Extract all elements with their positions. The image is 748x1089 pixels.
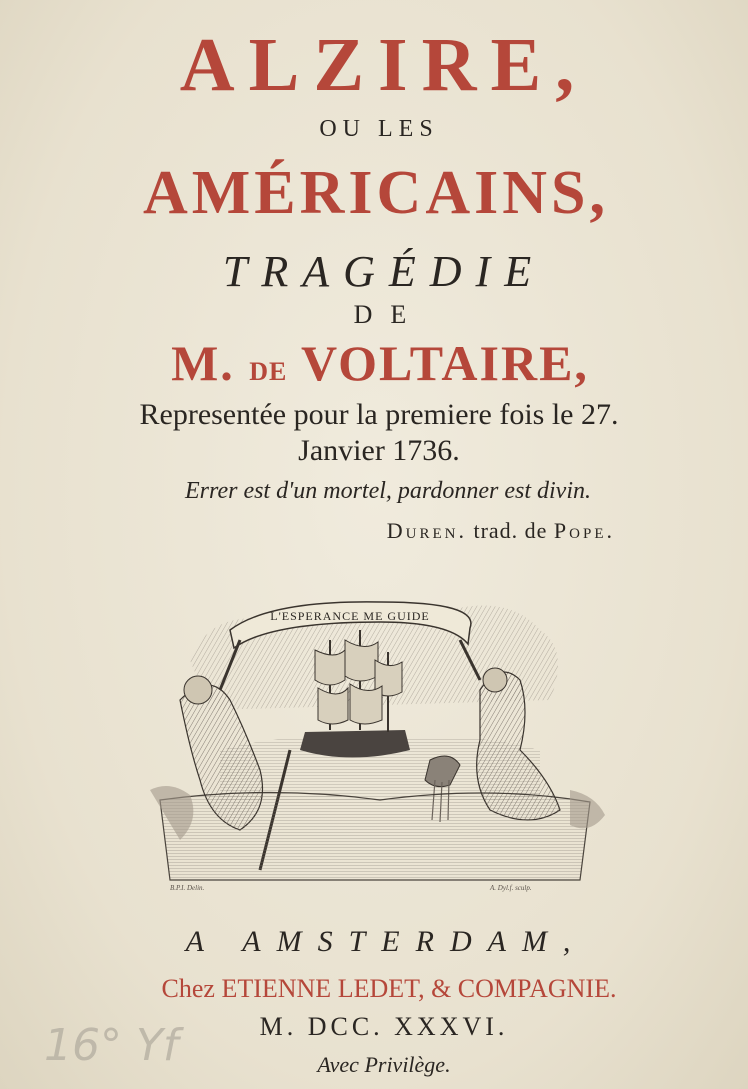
engraved-vignette (150, 580, 610, 900)
imprint-year: M. DCC. XXXVI. (259, 1012, 509, 1041)
play-subtitle: AMÉRICAINS, (143, 159, 609, 227)
imprint-city: A AMSTERDAM, (185, 925, 587, 958)
author-name: VOLTAIRE, (301, 335, 589, 391)
author-de: DE (249, 357, 288, 386)
signature-right: A. Dyl.f. sculp. (490, 884, 532, 892)
signature-left: B.P.I. Delin. (170, 884, 205, 892)
performance-line-1: Representée pour la premiere fois le 27. (139, 398, 619, 431)
attribution-name: Duren. (386, 518, 467, 543)
author-line (0, 334, 748, 392)
epigraph: Errer est d'un mortel, pardonner est divin. (185, 478, 591, 504)
genre-label: TRAGÉDIE (222, 247, 546, 296)
attribution-pope: Pope. (553, 518, 615, 543)
attribution-mid: trad. de (466, 518, 554, 543)
ou-les: OU LES (319, 116, 439, 142)
rocky-base (160, 793, 590, 881)
library-shelfmark: 16° Yf (44, 1020, 179, 1071)
epigraph-attribution (0, 518, 615, 544)
motto-text: L'ESPERANCE ME GUIDE (270, 609, 430, 623)
performance-line-2: Janvier 1736. (298, 434, 460, 467)
imprint-publisher: Chez ETIENNE LEDET, & COMPAGNIE. (161, 974, 617, 1003)
de-label: DE (353, 300, 425, 329)
play-title: ALZIRE, (179, 23, 589, 107)
imprint-privilege: Avec Privilège. (317, 1052, 451, 1077)
author-prefix: M. (171, 335, 235, 391)
